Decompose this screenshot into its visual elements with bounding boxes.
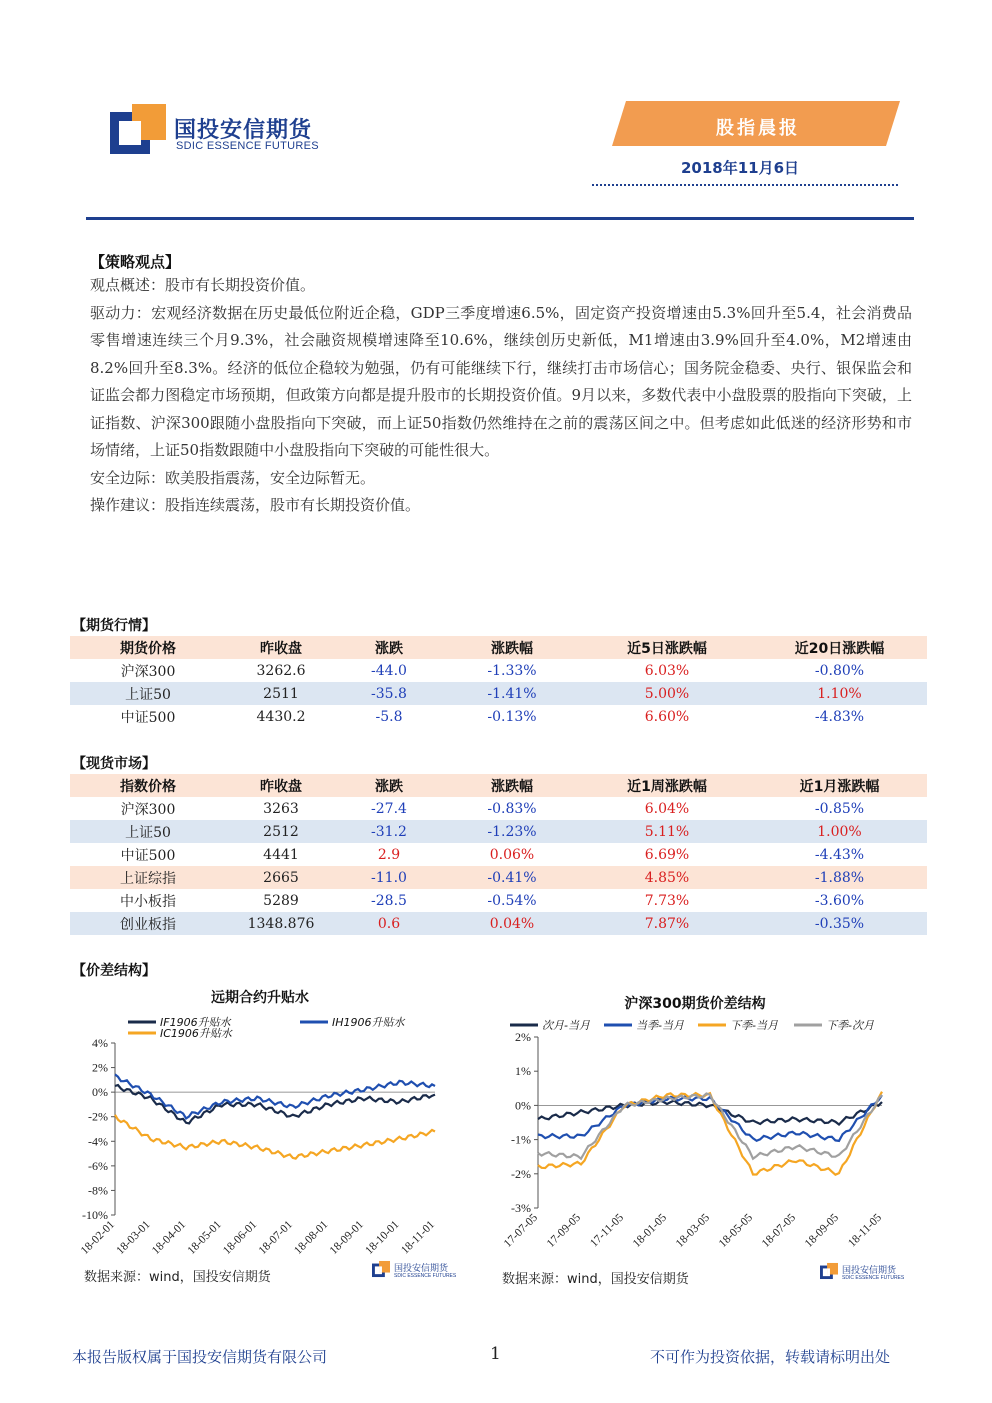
table-cell: 上证50 (70, 820, 226, 843)
table-cell: 4430.2 (256, 708, 306, 725)
series-line (538, 1092, 882, 1175)
legend-label: IH1906升贴水 (332, 1016, 405, 1029)
table-row (70, 659, 927, 682)
x-tick-label: 18-08-01 (292, 1218, 331, 1257)
table-cell: 1.00% (752, 820, 927, 843)
table-header: 近5日涨跌幅 (582, 636, 752, 659)
divider (592, 184, 898, 186)
legend-label: 下季-当月 (730, 1019, 778, 1032)
strategy-summary: 观点概述：股市有长期投资价值。 (90, 276, 316, 294)
table-cell: -11.0 (336, 866, 442, 889)
table-cell: -4.83% (814, 708, 865, 725)
table-cell: 中证500 (120, 709, 176, 726)
table-cell: 2511 (226, 682, 336, 705)
table-cell: -4.43% (814, 846, 865, 863)
x-tick-label: 17-07-05 (501, 1211, 541, 1250)
table-header: 近1周涨跌幅 (582, 774, 752, 797)
table-cell: -5.8 (375, 708, 403, 725)
table-cell: -1.41% (442, 682, 582, 705)
strategy-advice: 操作建议：股指连续震荡，股市有长期投资价值。 (90, 496, 421, 514)
table-cell: 0.04% (442, 912, 582, 935)
table-cell: 6.69% (644, 846, 690, 863)
table-cell: 5289 (263, 892, 299, 909)
table-cell: 4441 (263, 846, 299, 863)
x-tick-label: 18-05-05 (716, 1211, 756, 1250)
x-tick-label: 17-11-05 (588, 1211, 627, 1250)
table-cell: 中小板指 (120, 893, 176, 910)
table-cell: 0.6 (336, 912, 442, 935)
x-tick-label: 18-11-01 (399, 1218, 438, 1257)
table-header-row (70, 636, 927, 659)
legend-label: 当季-当月 (636, 1019, 684, 1032)
spot-table (70, 774, 927, 935)
table-cell: -1.23% (442, 820, 582, 843)
table-header: 涨跌幅 (442, 774, 582, 797)
x-tick-label: 18-07-01 (256, 1218, 295, 1257)
table-cell: 6.04% (644, 800, 690, 817)
table-cell: -0.13% (487, 708, 537, 725)
x-tick-label: 18-06-01 (221, 1218, 260, 1257)
table-cell: -31.2 (336, 820, 442, 843)
table-header: 近1月涨跌幅 (752, 774, 927, 797)
table-header-row (70, 774, 927, 797)
x-tick-label: 18-02-01 (78, 1218, 118, 1257)
company-name-cn: 国投安信期货 (174, 118, 313, 143)
legend-label: 次月-当月 (542, 1019, 590, 1032)
table-cell: -1.88% (752, 866, 927, 889)
small-logo-cn: 国投安信期货 (394, 1264, 449, 1274)
table-cell: 6.60% (644, 708, 690, 725)
chart-hs300-spread (490, 990, 910, 1290)
x-tick-label: 18-05-01 (185, 1218, 224, 1257)
table-header: 近20日涨跌幅 (752, 636, 927, 659)
header-rule (86, 217, 914, 220)
strategy-drivers: 驱动力：宏观经济数据在历史最低位附近企稳，GDP三季度增速6.5%，固定资产投资增速由5.3%回升至5.4，社会消费品零售增速连续三个月9.3%，社会融资规模增速降至10.6%，继续创历史新低，M1增速由3.9%回升至4.0%，M2增速由8.2%回升至8.3%。经济的低位企稳较为勉强，仍有可能继续下行，继续打击市场信心；国务院金稳委、央行、银保监会和证监会都力图稳定市场预期，但政策方向都是提升股市的长期投资价值。9月以来，多数代表中小盘股票的股指向下突破，上证指数、沪深300跟随小盘股指向下突破，而上证50指数仍然维持在之前的震荡区间之中。但考虑如此低迷的经济形势和市场情绪，上证50指数跟随中小盘股指向下突破的可能性很大。 (90, 303, 912, 459)
y-tick-label: -8% (88, 1183, 108, 1198)
y-tick-label: 1% (515, 1064, 531, 1079)
table-cell: 3263 (263, 800, 299, 817)
futures-title: 【期货行情】 (72, 618, 156, 634)
table-header: 指数价格 (70, 774, 226, 797)
table-cell: -0.35% (752, 912, 927, 935)
table-header: 涨跌幅 (442, 636, 582, 659)
table-row (70, 912, 927, 935)
small-logo-icon (820, 1262, 838, 1280)
table-cell: 6.03% (644, 662, 690, 679)
table-row (70, 820, 927, 843)
table-cell: 创业板指 (70, 912, 226, 935)
legend-label: IF1906升贴水 (160, 1016, 231, 1029)
x-tick-label: 18-09-05 (802, 1211, 842, 1250)
table-header: 昨收盘 (226, 774, 336, 797)
chart-title: 远期合约升贴水 (211, 990, 309, 1006)
footer-disclaimer: 不可作为投资依据，转载请标明出处 (650, 1348, 891, 1366)
page-number: 1 (490, 1344, 501, 1364)
table-row (70, 843, 927, 866)
table-cell: 上证50 (70, 682, 226, 705)
table-cell: -28.5 (371, 892, 407, 909)
table-row (70, 705, 927, 728)
y-tick-label: -2% (88, 1109, 108, 1124)
strategy-title: 【策略观点】 (90, 253, 181, 271)
spread-title: 【价差结构】 (72, 963, 156, 979)
company-name-en: SDIC ESSENCE FUTURES (176, 140, 319, 152)
report-date: 2018年11月6日 (680, 159, 800, 177)
table-header: 昨收盘 (226, 636, 336, 659)
futures-table (70, 636, 927, 728)
y-tick-label: 4% (92, 1036, 108, 1050)
table-cell: 中证500 (120, 847, 176, 864)
table-cell: 沪深300 (120, 663, 176, 680)
table-cell: 7.87% (582, 912, 752, 935)
table-row (70, 866, 927, 889)
x-tick-label: 18-10-01 (363, 1218, 402, 1257)
table-cell: 沪深300 (120, 801, 176, 818)
table-header: 涨跌 (336, 774, 442, 797)
report-type: 股指晨报 (716, 118, 800, 139)
table-cell: -0.54% (487, 892, 537, 909)
y-tick-label: 2% (92, 1060, 108, 1075)
chart-title: 沪深300期货价差结构 (624, 996, 766, 1012)
y-tick-label: -4% (88, 1134, 108, 1149)
x-tick-label: 18-11-05 (846, 1211, 885, 1250)
company-logo-icon (110, 104, 166, 154)
table-cell: 0.06% (489, 846, 535, 863)
x-tick-label: 18-03-05 (673, 1211, 713, 1250)
footer-copyright: 本报告版权属于国投安信期货有限公司 (72, 1348, 328, 1366)
chart-forward-basis (70, 985, 450, 1290)
small-logo-cn: 国投安信期货 (842, 1266, 897, 1276)
table-cell: -0.83% (487, 800, 537, 817)
table-cell: -1.33% (487, 662, 537, 679)
table-cell: -0.41% (442, 866, 582, 889)
y-tick-label: -2% (511, 1166, 531, 1181)
table-cell: 4.85% (582, 866, 752, 889)
table-cell: 2512 (226, 820, 336, 843)
series-line (538, 1095, 882, 1141)
table-cell: 7.73% (644, 892, 690, 909)
x-tick-label: 18-04-01 (149, 1218, 189, 1257)
table-cell: -35.8 (336, 682, 442, 705)
x-tick-label: 18-01-05 (630, 1211, 670, 1250)
y-tick-label: -1% (511, 1132, 531, 1147)
table-cell: 5.00% (582, 682, 752, 705)
legend-label: IC1906升贴水 (160, 1027, 232, 1040)
table-cell: 2665 (226, 866, 336, 889)
x-tick-label: 17-09-05 (544, 1211, 584, 1250)
legend-label: 下季-次月 (826, 1019, 874, 1032)
y-tick-label: 2% (515, 1030, 531, 1044)
table-cell: 上证综指 (70, 866, 226, 889)
table-cell: 1.10% (752, 682, 927, 705)
table-header: 期货价格 (70, 636, 226, 659)
x-tick-label: 18-09-01 (327, 1218, 367, 1257)
table-row (70, 889, 927, 912)
table-row (70, 682, 927, 705)
y-tick-label: -6% (88, 1158, 108, 1173)
series-line (115, 1115, 435, 1159)
spot-title: 【现货市场】 (72, 756, 156, 772)
x-tick-label: 18-07-05 (759, 1211, 799, 1250)
series-line (538, 1101, 882, 1125)
table-cell: 5.11% (582, 820, 752, 843)
table-cell: 3262.6 (256, 662, 306, 679)
y-tick-label: -10% (82, 1208, 108, 1222)
strategy-text (90, 272, 912, 520)
y-tick-label: 0% (92, 1085, 108, 1100)
small-logo-icon (372, 1260, 390, 1278)
small-logo-en: SDIC ESSENCE FUTURES (394, 1273, 457, 1279)
y-tick-label: -3% (511, 1201, 531, 1215)
table-cell: -3.60% (814, 892, 865, 909)
chart1-source: 数据来源：wind，国投安信期货 (84, 1270, 271, 1285)
x-tick-label: 18-03-01 (114, 1218, 153, 1257)
table-cell: -0.80% (814, 662, 865, 679)
y-tick-label: 0% (515, 1098, 531, 1113)
table-row (70, 797, 927, 820)
chart2-source: 数据来源：wind，国投安信期货 (502, 1272, 689, 1287)
table-cell: 1348.876 (226, 912, 336, 935)
table-cell: -44.0 (371, 662, 407, 679)
table-cell: 2.9 (377, 846, 401, 863)
table-cell: -27.4 (371, 800, 407, 817)
table-header: 涨跌 (336, 636, 442, 659)
small-logo-en: SDIC ESSENCE FUTURES (842, 1275, 905, 1281)
strategy-safety-margin: 安全边际：欧美股指震荡，安全边际暂无。 (90, 468, 376, 487)
table-cell: -0.85% (814, 800, 865, 817)
